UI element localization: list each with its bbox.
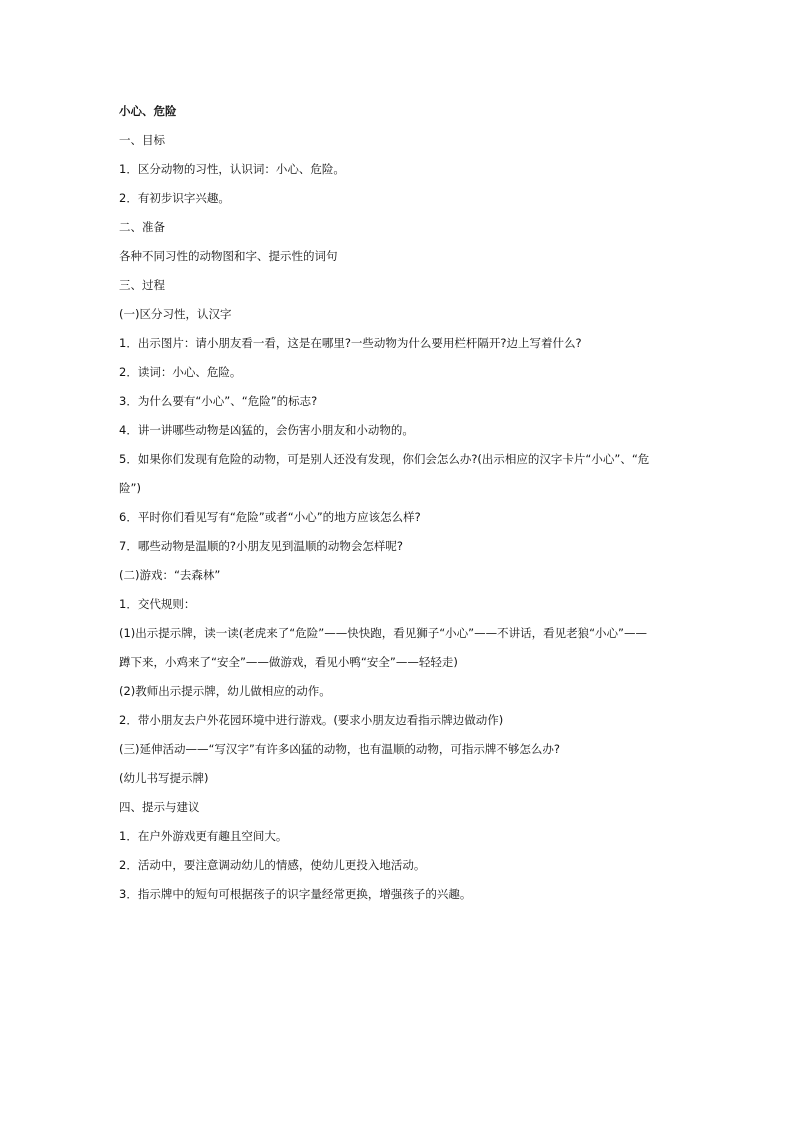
game-rule-continued: 蹲下来，小鸡来了“安全”——做游戏，看见小鸭“安全”——轻轻走) [119,655,458,669]
subheading-part-three: (三)延伸活动——“写汉字”有许多凶猛的动物，也有温顺的动物，可指示牌不够怎么办? [119,742,560,756]
game-rule: (2)教师出示提示牌，幼儿做相应的动作。 [119,684,331,698]
game-item: 2．带小朋友去户外花园环境中进行游戏。(要求小朋友边看指示牌边做动作) [119,713,504,727]
process-item: 6．平时你们看见写有“危险”或者“小心”的地方应该怎么样? [119,510,421,524]
heading-suggestions: 四、提示与建议 [119,800,200,814]
suggestion-item: 2．活动中，要注意调动幼儿的情感，使幼儿更投入地活动。 [119,858,426,872]
heading-preparation: 二、准备 [119,220,165,234]
subheading-part-two: (二)游戏：“去森林” [119,568,221,582]
subheading-part-one: (一)区分习性，认汉字 [119,307,232,321]
heading-goals: 一、目标 [119,133,165,147]
extension-note: (幼儿书写提示牌) [119,771,209,785]
goal-item: 2．有初步识字兴趣。 [119,191,230,205]
process-item-continued: 险”) [119,481,141,495]
document-title: 小心、危险 [119,104,177,118]
goal-item: 1．区分动物的习性，认识词：小心、危险。 [119,162,345,176]
suggestion-item: 3．指示牌中的短句可根据孩子的识字量经常更换，增强孩子的兴趣。 [119,887,472,901]
suggestion-item: 1．在户外游戏更有趣且空间大。 [119,829,288,843]
process-item: 2．读词：小心、危险。 [119,365,242,379]
game-item: 1．交代规则： [119,597,196,611]
heading-process: 三、过程 [119,278,165,292]
preparation-text: 各种不同习性的动物图和字、提示性的词句 [119,249,338,263]
process-item: 7．哪些动物是温顺的?小朋友见到温顺的动物会怎样呢? [119,539,404,553]
process-item: 3．为什么要有“小心”、“危险”的标志? [119,394,318,408]
process-item: 1．出示图片：请小朋友看一看，这是在哪里?一些动物为什么要用栏杆隔开?边上写着什么? [119,336,582,350]
game-rule: (1)出示提示牌，读一读(老虎来了“危险”——快快跑，看见狮子“小心”——不讲话，看见老狼“小心”—— [119,626,648,640]
process-item: 4．讲一讲哪些动物是凶猛的，会伤害小朋友和小动物的。 [119,423,414,437]
document-body [119,97,679,909]
process-item: 5．如果你们发现有危险的动物，可是别人还没有发现，你们会怎么办?(出示相应的汉字卡片“小心”、“危 [119,452,650,466]
